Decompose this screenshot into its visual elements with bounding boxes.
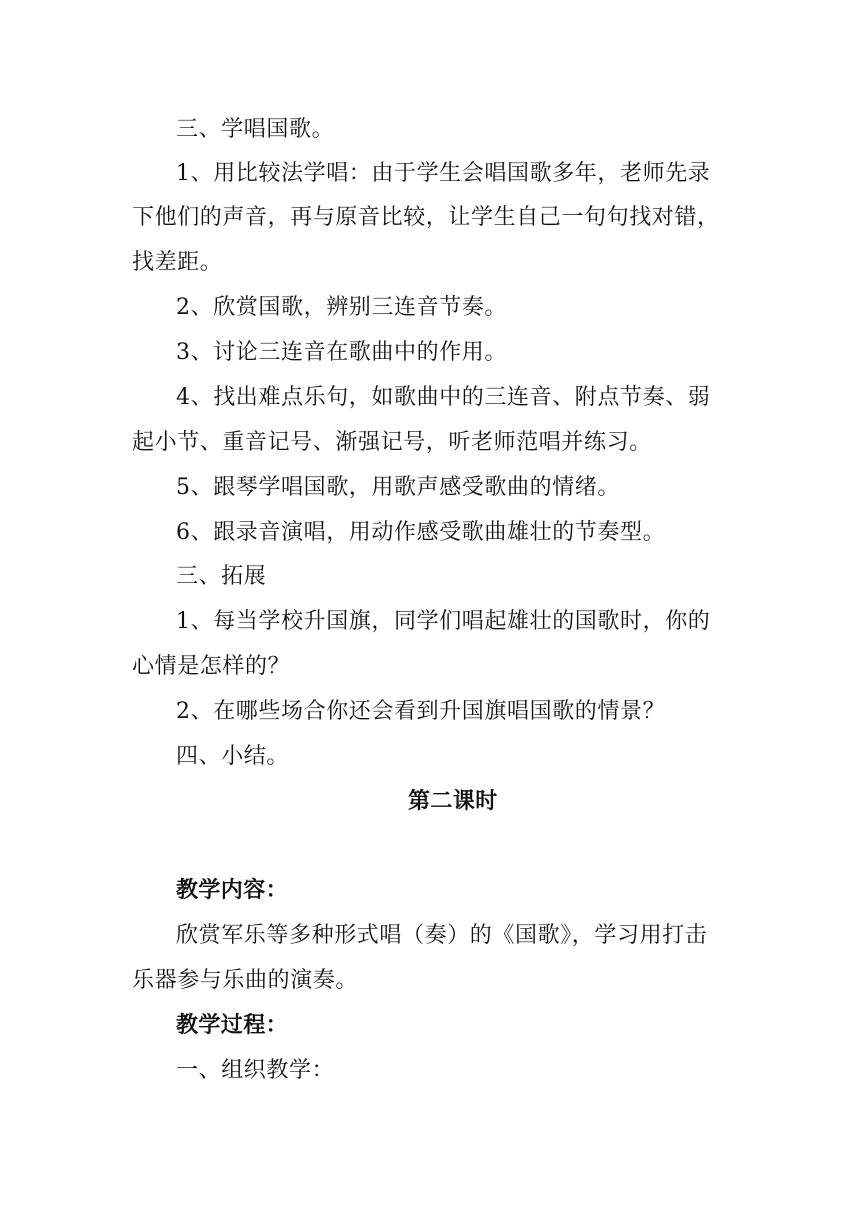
paragraph-line: 心情是怎样的？ [132,654,291,679]
paragraph-line: 2、欣赏国歌，辨别三连音节奏。 [176,295,507,320]
paragraph-line: 1、每当学校升国旗，同学们唱起雄壮的国歌时，你的 [176,609,711,634]
process-heading: 教学过程： [176,1013,289,1038]
paragraph-line: 起小节、重音记号、渐强记号，听老师范唱并练习。 [132,430,652,455]
paragraph-line: 2、在哪些场合你还会看到升国旗唱国歌的情景？ [176,699,666,724]
paragraph-line: 5、跟琴学唱国歌，用歌声感受歌曲的情绪。 [176,475,620,500]
section-heading-extension: 三、拓展 [176,564,267,589]
paragraph-line: 乐器参与乐曲的演奏。 [132,968,359,993]
section-heading-summary: 四、小结。 [176,744,290,769]
paragraph-line: 欣赏军乐等多种形式唱（奏）的《国歌》，学习用打击 [176,923,708,948]
paragraph-line: 下他们的声音，再与原音比较，让学生自己一句句找对错， [132,205,720,230]
paragraph-line: 找差距。 [132,250,223,275]
lesson-title: 第二课时 [408,789,498,814]
paragraph-line: 3、讨论三连音在歌曲中的作用。 [176,340,507,365]
content-heading: 教学内容： [176,878,289,903]
paragraph-line: 1、用比较法学唱：由于学生会唱国歌多年，老师先录 [176,161,711,186]
paragraph-line: 6、跟录音演唱，用动作感受歌曲雄壮的节奏型。 [176,520,666,545]
section-heading-learn-anthem: 三、学唱国歌。 [176,117,335,142]
paragraph-line: 一、组织教学： [176,1058,335,1083]
paragraph-line: 4、找出难点乐句，如歌曲中的三连音、附点节奏、弱 [176,385,711,410]
